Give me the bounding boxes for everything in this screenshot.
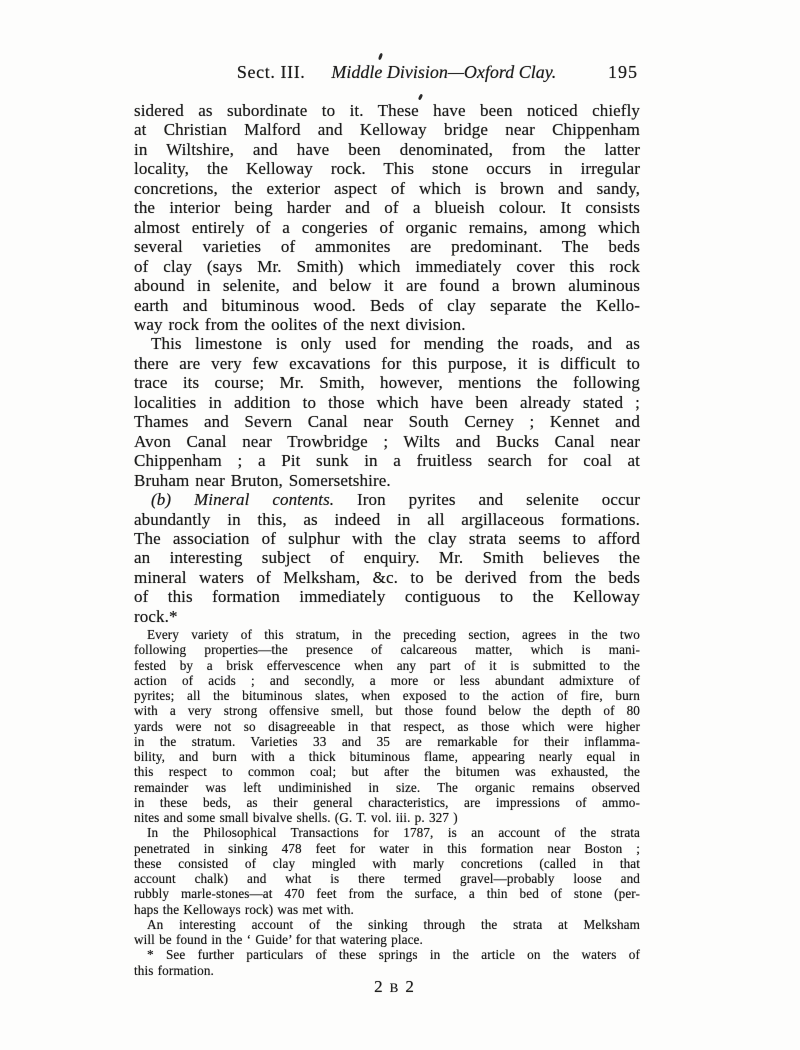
chapter-title: Middle Division—Oxford Clay.	[331, 62, 557, 82]
text-line: Thames and Severn Canal near South Cerney ; Kennet and	[134, 412, 640, 432]
text-line: sidered as subordinate to it. These have been noticed chiefly	[134, 101, 640, 120]
paragraph	[134, 825, 640, 917]
italic-text: (b) Mineral contents.	[151, 490, 335, 510]
text-line: in the stratum. Varieties 33 and 35 are remarkable for their inflamma-	[134, 733, 640, 749]
text-line: account chalk) and what is there termed gravel—probably loose and	[134, 871, 640, 886]
text-line: nites and some small bivalve shells. (G. T. vol. iii. p. 327 )	[134, 810, 458, 825]
text-line: Every variety of this stratum, in the preceding section, agrees in the two	[147, 627, 640, 642]
paragraph	[134, 101, 640, 334]
text-line: there are very few excavations for this purpose, it is difficult to	[134, 353, 640, 373]
text-line: In the Philosophical Transactions for 1787, is an account of the strata	[147, 825, 640, 841]
text-line: this respect to common coal; but after the bitumen was exhausted, the	[134, 764, 640, 780]
header-title	[237, 62, 556, 83]
paragraph	[134, 917, 640, 948]
text-line: Bruham near Bruton, Somersetshire.	[134, 470, 391, 490]
paragraph	[134, 334, 640, 490]
body-text	[134, 101, 640, 626]
text-line: This limestone is only used for mending the roads, and as	[151, 334, 640, 354]
text-line: concretions, the exterior aspect of which is brown and sandy,	[134, 178, 640, 198]
text-line: trace its course; Mr. Smith, however, mentions the following	[134, 373, 640, 393]
signature-letter: B	[389, 980, 401, 995]
text-line: at Christian Malford and Kelloway bridge near Chippenham	[134, 120, 640, 140]
text-line: of clay (says Mr. Smith) which immediately cover this rock	[134, 256, 640, 276]
paragraph	[134, 627, 640, 825]
footnote-text	[134, 627, 640, 978]
signature-digit: 2	[405, 977, 416, 996]
text-line: in these beds, as their general characteristics, are impressions of ammo-	[134, 794, 640, 810]
text-line: action of acids ; and secondly, a more or less abundant admixture of	[134, 672, 640, 688]
text-line: fested by a brisk effervescence when any part of it is submitted to the	[134, 657, 640, 673]
ink-speck	[418, 94, 423, 101]
text-line: haps the Kelloways rock) was met with.	[134, 901, 354, 917]
text-line: rubbly marle-stones—at 470 feet from the surface, a thin bed of stone (per-	[134, 886, 640, 902]
text-line: Chippenham ; a Pit sunk in a fruitless search for coal at	[134, 451, 640, 471]
text-line: way rock from the oolites of the next division.	[134, 314, 466, 334]
printers-signature	[0, 977, 790, 997]
text-line: of this formation immediately contiguous to the Kelloway	[134, 587, 640, 607]
running-header	[134, 62, 640, 86]
text-line: in Wiltshire, and have been denominated, from the latter	[134, 139, 640, 159]
text-line: localities in addition to those which have been already stated ;	[134, 392, 640, 412]
text-line: these consisted of clay mingled with marly concretions (called in that	[134, 855, 640, 871]
text-line: The association of sulphur with the clay strata seems to afford	[134, 528, 640, 548]
text-line: rock.*	[134, 606, 178, 626]
text-line	[134, 490, 640, 509]
text-line: an interesting subject of enquiry. Mr. Smith believes the	[134, 548, 640, 568]
paragraph	[134, 947, 640, 978]
text-segment: Iron pyrites and selenite occur	[334, 490, 641, 510]
text-line: remainder was left undiminished in size. The organic remains observed	[134, 779, 640, 795]
text-line: almost entirely of a congeries of organic remains, among which	[134, 217, 640, 237]
text-line: earth and bituminous wood. Beds of clay separate the Kello-	[134, 295, 640, 315]
ink-speck	[378, 53, 383, 61]
signature-digit: 2	[374, 977, 385, 996]
text-line: locality, the Kelloway rock. This stone occurs in irregular	[134, 159, 640, 179]
text-line: Avon Canal near Trowbridge ; Wilts and Bucks Canal near	[134, 431, 640, 451]
text-line: pyrites; all the bituminous slates, when exposed to the action of fire, burn	[134, 688, 640, 703]
section-label: Sect. III.	[236, 62, 306, 82]
text-line: with a very strong offensive smell, but those found below the depth of 80	[134, 703, 640, 719]
text-line: the interior being harder and of a blueish colour. It consists	[134, 198, 640, 218]
page-number: 195	[608, 62, 638, 82]
text-line: mineral waters of Melksham, &c. to be derived from the beds	[134, 567, 640, 587]
text-line: several varieties of ammonites are predominant. The beds	[134, 237, 640, 257]
text-line: abound in selenite, and below it are found a brown aluminous	[134, 276, 640, 296]
text-line: * See further particulars of these springs in the article on the waters of	[147, 947, 640, 963]
text-line: following properties—the presence of calcareous matter, which is mani-	[134, 642, 640, 658]
paragraph	[134, 490, 640, 626]
text-line: bility, and burn with a thick bituminous flame, appearing nearly equal in	[134, 749, 640, 764]
text-line: will be found in the ‘ Guide’ for that watering place.	[134, 932, 423, 947]
text-line: this formation.	[134, 962, 214, 978]
text-line: abundantly in this, as indeed in all argillaceous formations.	[134, 509, 640, 529]
text-line: An interesting account of the sinking through the strata at Melksham	[147, 916, 640, 932]
text-line: penetrated in sinking 478 feet for water in this formation near Boston ;	[134, 840, 640, 856]
text-line: yards were not so disagreeable in that respect, as those which were higher	[134, 718, 640, 734]
